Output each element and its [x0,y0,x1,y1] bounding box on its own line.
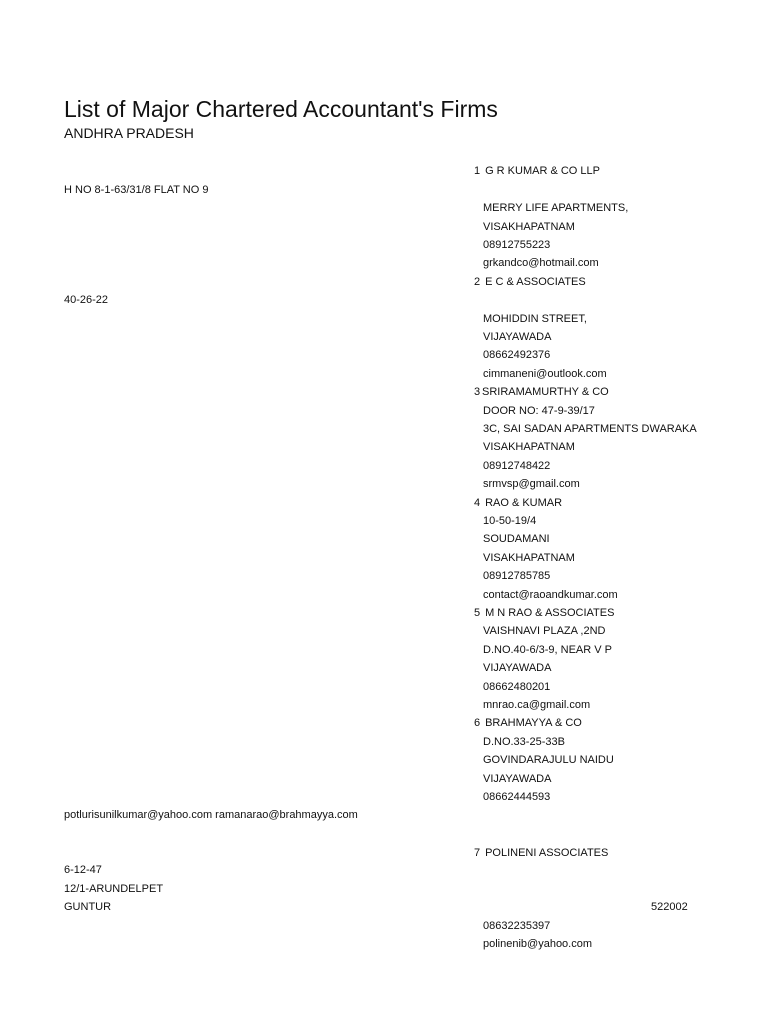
firm-phone: 08662492376 [483,349,551,361]
firm-address-line: MERRY LIFE APARTMENTS, [483,202,629,214]
firm-name: 3 SRIRAMAMURTHY & CO [474,386,609,398]
firm-phone: 08912785785 [483,570,551,582]
firm-city: VISAKHAPATNAM [483,221,575,233]
firm-city: VIJAYAWADA [483,331,552,343]
firm-city: VISAKHAPATNAM [483,441,575,453]
firm-address-line: 12/1-ARUNDELPET [64,883,164,895]
firm-email: srmvsp@gmail.com [483,478,580,490]
firm-phone: 08632235397 [483,920,551,932]
firm-pincode: 522002 [651,901,688,913]
firm-address-line: 3C, SAI SADAN APARTMENTS DWARAKA [483,423,697,435]
firm-emails: potlurisunilkumar@yahoo.com ramanarao@brahmayya.com [64,809,358,821]
firm-name: 6 BRAHMAYYA & CO [474,717,582,729]
firm-city: VIJAYAWADA [483,773,552,785]
firm-address-line: GOVINDARAJULU NAIDU [483,754,614,766]
firm-address-line: VAISHNAVI PLAZA ,2ND [483,625,606,637]
firm-name: 5 M N RAO & ASSOCIATES [474,607,615,619]
firm-email: contact@raoandkumar.com [483,589,618,601]
firm-phone: 08912755223 [483,239,551,251]
firm-email: cimmaneni@outlook.com [483,368,607,380]
firm-name: 2 E C & ASSOCIATES [474,276,586,288]
firm-email: grkandco@hotmail.com [483,257,599,269]
firm-address-line: D.NO.33-25-33B [483,736,565,748]
firm-address-line: D.NO.40-6/3-9, NEAR V P [483,644,612,656]
firm-phone: 08662480201 [483,681,551,693]
firm-address-line: 6-12-47 [64,864,102,876]
firm-name: 1 G R KUMAR & CO LLP [474,165,600,177]
firm-city: VISAKHAPATNAM [483,552,575,564]
firm-phone: 08912748422 [483,460,551,472]
firm-phone: 08662444593 [483,791,551,803]
firm-name: 7 POLINENI ASSOCIATES [474,847,609,859]
firm-address-line: 40-26-22 [64,294,109,306]
firm-address-line: 10-50-19/4 [483,515,537,527]
firm-city: GUNTUR [64,901,112,913]
firm-city: VIJAYAWADA [483,662,552,674]
firm-address-line: MOHIDDIN STREET, [483,313,587,325]
firm-address-line: DOOR NO: 47-9-39/17 [483,405,595,417]
firm-email: mnrao.ca@gmail.com [483,699,591,711]
page-title: List of Major Chartered Accountant's Firms [64,96,498,122]
firm-name: 4 RAO & KUMAR [474,497,563,509]
firm-address-line: H NO 8-1-63/31/8 FLAT NO 9 [64,184,209,196]
firm-email: polinenib@yahoo.com [483,938,593,950]
page-subtitle: ANDHRA PRADESH [64,125,194,141]
firm-address-line: SOUDAMANI [483,533,550,545]
